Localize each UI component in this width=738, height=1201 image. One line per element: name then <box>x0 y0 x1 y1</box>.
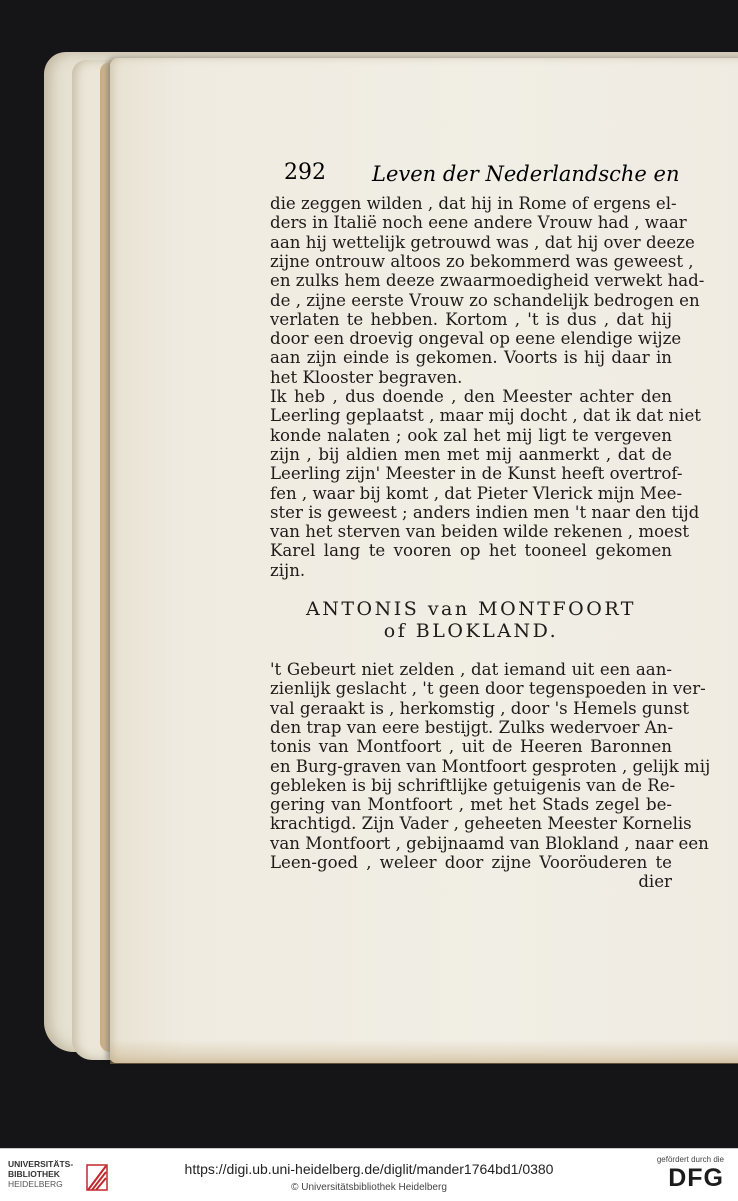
text-line: Leen-goed , weleer door zijne Vooröuderen te <box>270 853 672 872</box>
text-line: 't Gebeurt niet zelden , dat iemand uit een aan- <box>270 660 672 679</box>
page-number: 292 <box>284 160 326 185</box>
text-line: val geraakt is , herkomstig , door 's Hemels gunst <box>270 698 690 718</box>
text-line: aan hij wettelijk getrouwd was , dat hij over deeze <box>270 232 695 252</box>
text-line: die zeggen wilden , dat hij in Rome of ergens el- <box>270 194 677 213</box>
library-name-line1: UNIVERSITÄTS- <box>8 1159 74 1169</box>
text-line: Ik heb , dus doende , den Meester achter den <box>270 387 672 406</box>
text-line: tonis van Montfoort , uit de Heeren Baronnen <box>270 737 672 757</box>
text-line: Leerling zijn' Meester in de Kunst heeft overtrof- <box>270 464 683 484</box>
text-line: en zulks hem deeze zwaarmoedigheid verwekt had- <box>270 271 705 291</box>
text-line: van Montfoort , gebijnaamd van Blokland , naar een <box>270 833 709 853</box>
text-line: konde nalaten ; ook zal het mij ligt te vergeven <box>270 425 672 445</box>
text-line: zienlijk geslacht , 't geen door tegenspoeden in ver- <box>270 679 706 699</box>
viewer-footer <box>0 1148 738 1201</box>
funder-note: gefördert durch die <box>656 1155 724 1164</box>
dfg-logo[interactable] <box>644 1155 724 1195</box>
text-line: het Klooster begraven. <box>270 367 463 387</box>
text-line: den trap van eere bestijgt. Zulks wedervoer An- <box>270 717 674 737</box>
text-line: aan zijn einde is gekomen. Voorts is hij daar in <box>270 348 672 368</box>
text-line: gebleken is bij schriftlijke getuigenis van de Re- <box>270 775 676 795</box>
text-line: krachtigd. Zijn Vader , geheeten Meester Kornelis <box>270 814 692 834</box>
library-name-line3: HEIDELBERG <box>8 1179 63 1189</box>
text-line: door een droevig ongeval op eene elendige wijze <box>270 329 682 349</box>
text-line: fen , waar bij komt , dat Pieter Vlerick mijn Mee- <box>270 483 683 503</box>
page-url-link[interactable]: https://digi.ub.uni-heidelberg.de/diglit/mander1764bd1/0380 <box>184 1161 554 1177</box>
text-line: van het sterven van beiden wilde rekenen , moest <box>270 522 690 542</box>
page-stain <box>110 1040 738 1064</box>
text-line: Karel lang te vooren op het tooneel gekomen <box>270 541 672 561</box>
dfg-wordmark: DFG <box>668 1164 724 1192</box>
catchword: dier <box>638 872 672 892</box>
text-line: Leerling geplaatst , maar mij docht , dat ik dat niet <box>270 406 701 426</box>
text-line: ster is geweest ; anders indien men 't naar den tijd <box>270 502 700 522</box>
text-line: zijn , bij aldien men met mij aanmerkt , dat de <box>270 444 672 464</box>
text-line: gering van Montfoort , met het Stads zegel be- <box>270 795 672 815</box>
text-line: en Burg-graven van Montfoort gesproten , gelijk mij <box>270 756 711 776</box>
text-line: zijn. <box>270 560 306 580</box>
text-line: de , zijne eerste Vrouw zo schandelijk bedrogen en <box>270 290 700 310</box>
running-head <box>270 160 680 194</box>
section-subheading: of BLOKLAND. <box>383 620 559 642</box>
text-line: verlaten te hebben. Kortom , 't is dus , dat hij <box>270 309 672 329</box>
text-line: ders in Italië noch eene andere Vrouw had , waar <box>270 213 687 233</box>
text-line: zijne ontrouw altoos zo bekommerd was geweest , <box>270 251 694 271</box>
running-head-title: Leven der Nederlandsche en <box>372 162 680 186</box>
section-heading: ANTONIS van MONTFOORT <box>306 598 636 620</box>
copyright-notice: © Universitätsbibliothek Heidelberg <box>291 1182 447 1193</box>
library-name-line2: BIBLIOTHEK <box>8 1169 60 1179</box>
